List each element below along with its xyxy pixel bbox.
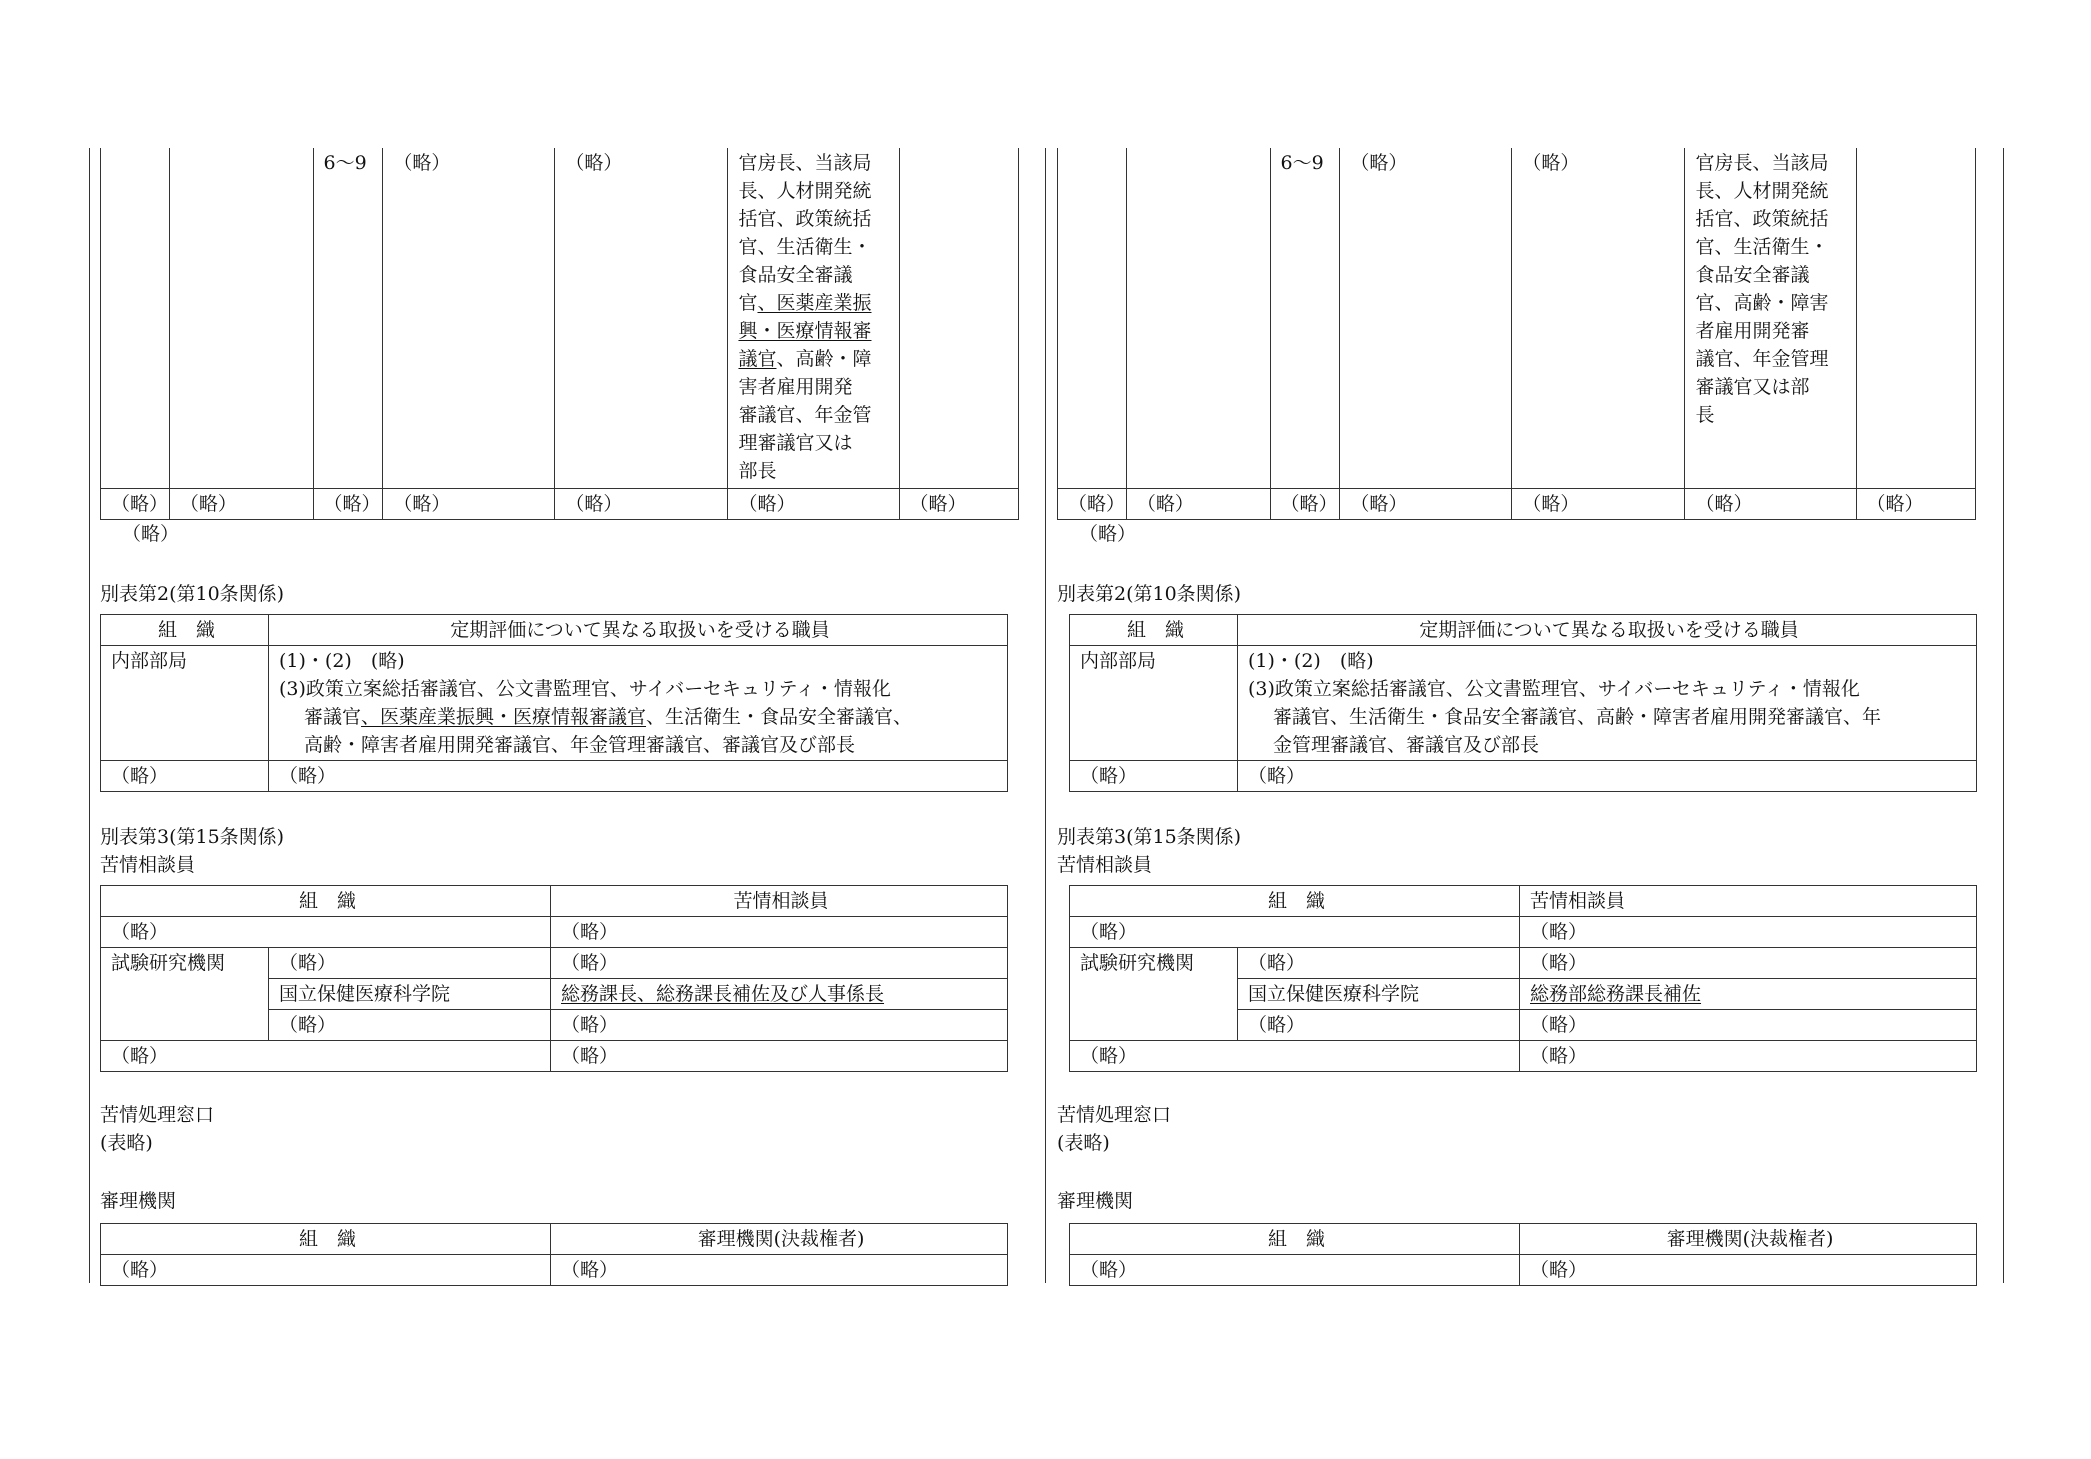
table1-cell: （略） bbox=[383, 148, 555, 488]
table1-new: 6～9 （略） （略） 官房長、当該局 長、人材開発統 括官、政策統括 官、生活衛生・ 食品安全審議 官、高齢・障害 者雇用開発審 議官、年金管理 審議官又は部 長 （略） （略） （略） （略） （略） （略） （略） bbox=[1057, 148, 1976, 520]
table1-cell: （略） bbox=[555, 148, 728, 488]
table4-old: 組 織 審理機関(決裁権者) （略） （略） bbox=[100, 1223, 1008, 1286]
left-margin-rule bbox=[89, 148, 90, 1283]
center-divider-rule bbox=[1045, 148, 1046, 1283]
table3-new: 組 織 苦情相談員 （略） （略） 試験研究機関 （略） （略） 国立保健医療科学院 総務部総務課長補佐 （略） （略） （略） （略） bbox=[1069, 885, 1977, 1072]
window-body: (表略) bbox=[100, 1132, 153, 1154]
window-title: 苦情処理窓口 bbox=[100, 1104, 215, 1126]
table2-staff-new: (1)・(2) (略) (3)政策立案総括審議官、公文書監理官、サイバーセキュリティ・情報化 審議官、生活衛生・食品安全審議官、高齢・障害者雇用開発審議官、年 金管理審議官、審議官及び部長 bbox=[1238, 646, 1977, 761]
right-margin-rule bbox=[2003, 148, 2004, 1283]
table3-subtitle: 苦情相談員 bbox=[100, 854, 196, 876]
table3-niph-staff-new: 総務部総務課長補佐 bbox=[1530, 983, 1702, 1005]
table2-head-org: 組 織 bbox=[101, 615, 269, 646]
table1-approver-new: 官房長、当該局 長、人材開発統 括官、政策統括 官、生活衛生・ 食品安全審議 官、高齢・障害 者雇用開発審 議官、年金管理 審議官又は部 長 bbox=[1685, 148, 1856, 488]
table1-grade: 6～9 bbox=[313, 148, 383, 488]
table1-old bbox=[100, 148, 1019, 520]
table2-title: 別表第2(第10条関係) bbox=[100, 583, 285, 605]
table1-approver-old: 官房長、当該局 長、人材開発統 括官、政策統括 官、生活衛生・ 食品安全審議 官、医薬産業振 興・医療情報審 議官、高齢・障 害者雇用開発 審議官、年金管 理審議官又は 部長 bbox=[728, 148, 899, 488]
table3-title: 別表第3(第15条関係) bbox=[100, 826, 285, 848]
table1-row-placeholder: （略） （略） （略） （略） （略） （略） （略） bbox=[101, 488, 1019, 519]
table3-niph-staff-old: 総務課長、総務課長補佐及び人事係長 bbox=[561, 983, 885, 1005]
table2-old: 組 織 定期評価について異なる取扱いを受ける職員 内部部局 (1)・(2) (略) (3)政策立案総括審議官、公文書監理官、サイバーセキュリティ・情報化 審議官、医薬産業振興・医療情報審議官、生活衛生・食品安全審議官、 高齢・障害者雇用開発審議官、年金管理審議官、審議官及び部長 （略） （略） bbox=[100, 614, 1008, 792]
table1-row-main bbox=[101, 148, 1019, 488]
table2-head-staff: 定期評価について異なる取扱いを受ける職員 bbox=[269, 615, 1008, 646]
table1-note: （略） bbox=[122, 523, 180, 545]
table4-title: 審理機関 bbox=[100, 1190, 177, 1212]
table4-new: 組 織 審理機関(決裁権者) （略） （略） bbox=[1069, 1223, 1977, 1286]
table3-old: 組 織 苦情相談員 （略） （略） 試験研究機関 （略） （略） 国立保健医療科学院 総務課長、総務課長補佐及び人事係長 （略） （略） （略） （略） bbox=[100, 885, 1008, 1072]
table2-org: 内部部局 bbox=[101, 646, 269, 761]
table2-new: 組 織 定期評価について異なる取扱いを受ける職員 内部部局 (1)・(2) (略) (3)政策立案総括審議官、公文書監理官、サイバーセキュリティ・情報化 審議官、生活衛生・食品安全審議官、高齢・障害者雇用開発審議官、年 金管理審議官、審議官及び部長 （略） （略） bbox=[1069, 614, 1977, 792]
table2-staff-old: (1)・(2) (略) (3)政策立案総括審議官、公文書監理官、サイバーセキュリティ・情報化 審議官、医薬産業振興・医療情報審議官、生活衛生・食品安全審議官、 高齢・障害者雇用開発審議官、年金管理審議官、審議官及び部長 bbox=[269, 646, 1008, 761]
